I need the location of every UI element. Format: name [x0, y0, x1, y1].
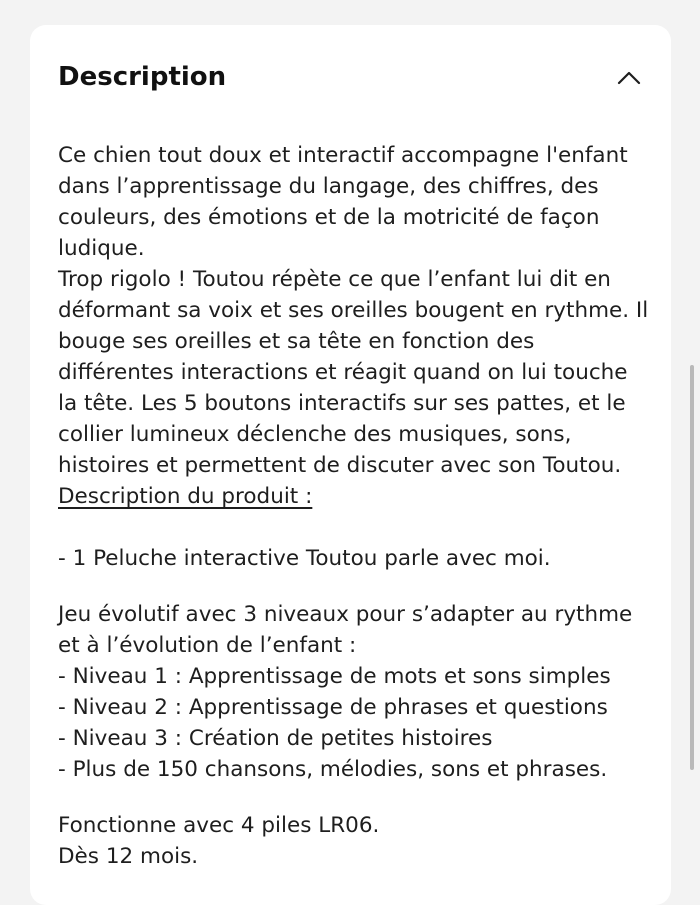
- batteries-info: Fonctionne avec 4 piles LR06.: [58, 813, 380, 838]
- product-description-heading: Description du produit :: [58, 484, 313, 509]
- scrollbar-thumb[interactable]: [690, 365, 694, 770]
- spacer: [58, 574, 658, 599]
- section-title: Description: [58, 62, 227, 92]
- description-header[interactable]: [58, 60, 643, 96]
- chevron-up-icon: [616, 70, 642, 86]
- description-line: ludique.: [58, 236, 145, 261]
- level-item: - Niveau 1 : Apprentissage de mots et sons simples: [58, 664, 611, 689]
- levels-intro: Jeu évolutif avec 3 niveaux pour s’adapter au rythme: [58, 602, 633, 627]
- level-item: - Niveau 3 : Création de petites histoires: [58, 726, 493, 751]
- description-body: [58, 140, 658, 872]
- level-item: - Plus de 150 chansons, mélodies, sons et phrases.: [58, 757, 608, 782]
- product-contents: - 1 Peluche interactive Toutou parle avec moi.: [58, 546, 551, 571]
- age-info: Dès 12 mois.: [58, 844, 199, 869]
- description-line: bouge ses oreilles et sa tête en fonction des: [58, 329, 535, 354]
- collapse-toggle-button[interactable]: [614, 63, 644, 93]
- description-line: déformant sa voix et ses oreilles bougent en rythme. Il: [58, 298, 649, 323]
- description-line: Trop rigolo ! Toutou répète ce que l’enfant lui dit en: [58, 267, 611, 292]
- description-line: histoires et permettent de discuter avec son Toutou.: [58, 453, 622, 478]
- description-line: Ce chien tout doux et interactif accompagne l'enfant: [58, 143, 628, 168]
- level-item: - Niveau 2 : Apprentissage de phrases et questions: [58, 695, 608, 720]
- levels-intro: et à l’évolution de l’enfant :: [58, 633, 357, 658]
- description-line: différentes interactions et réagit quand on lui touche: [58, 360, 628, 385]
- description-line: la tête. Les 5 boutons interactifs sur ses pattes, et le: [58, 391, 626, 416]
- description-line: dans l’apprentissage du langage, des chiffres, des: [58, 174, 599, 199]
- description-line: couleurs, des émotions et de la motricité de façon: [58, 205, 600, 230]
- spacer: [58, 785, 658, 810]
- description-card: [30, 25, 671, 905]
- description-line: collier lumineux déclenche des musiques, sons,: [58, 422, 572, 447]
- spacer: [58, 512, 658, 543]
